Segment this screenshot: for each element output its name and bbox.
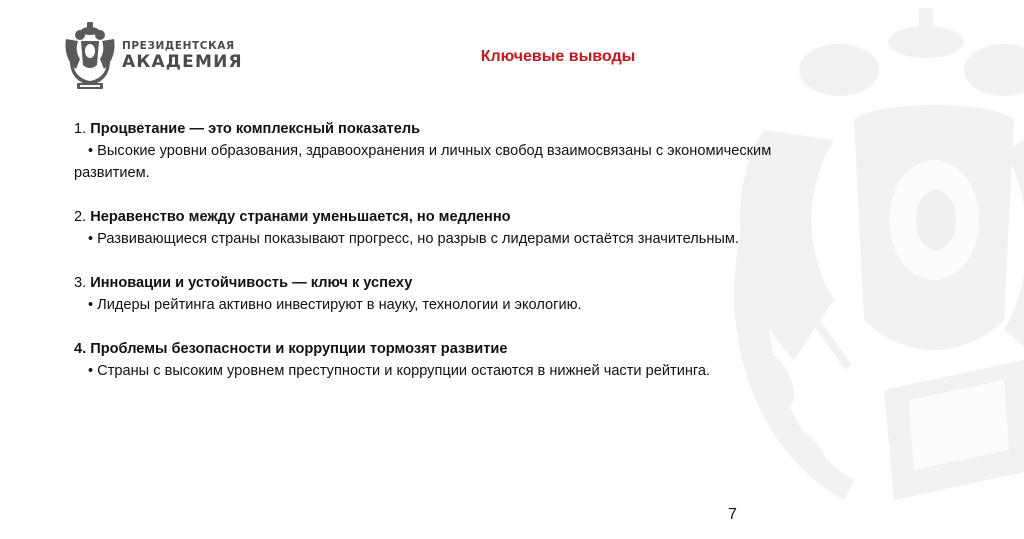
slide-title: Ключевые выводы [480,48,636,65]
page-number: 7 [728,506,737,523]
finding-item-1 [74,118,894,184]
logo-line-2: АКАДЕМИЯ [122,52,243,73]
finding-heading-text: Процветание — это комплексный показатель [90,121,421,137]
finding-heading-text: Инновации и устойчивость — ключ к успеху [90,275,413,291]
logo-line-1: ПРЕЗИДЕНТСКАЯ [122,39,235,52]
finding-heading [74,272,894,294]
finding-bullet: • Лидеры рейтинга активно инвестируют в науку, технологии и экологию. [88,297,582,313]
logo-text [122,41,243,72]
finding-heading-text: Неравенство между странами уменьшается, но медленно [90,209,511,225]
finding-bullet: • Развивающиеся страны показывают прогресс, но разрыв с лидерами остаётся значительным. [88,231,739,247]
finding-item-4 [74,338,894,382]
finding-heading [74,206,894,228]
finding-item-2 [74,206,894,250]
finding-number: 3. [74,275,87,291]
academy-logo [64,20,243,92]
finding-bullet-continuation: развитием. [74,165,150,181]
finding-heading [74,338,894,360]
finding-heading [74,118,894,140]
finding-bullet: • Высокие уровни образования, здравоохранения и личных свобод взаимосвязаны с экономическим [88,143,772,159]
finding-number: 2. [74,209,87,225]
finding-heading-text: Проблемы безопасности и коррупции тормозят развитие [90,341,508,357]
finding-item-3 [74,272,894,316]
key-findings-list [74,118,894,404]
finding-number: 4. [74,341,87,357]
eagle-emblem-icon [64,21,116,91]
finding-number: 1. [74,121,87,137]
finding-bullet: • Страны с высоким уровнем преступности и коррупции остаются в нижней части рейтинга. [88,363,711,379]
